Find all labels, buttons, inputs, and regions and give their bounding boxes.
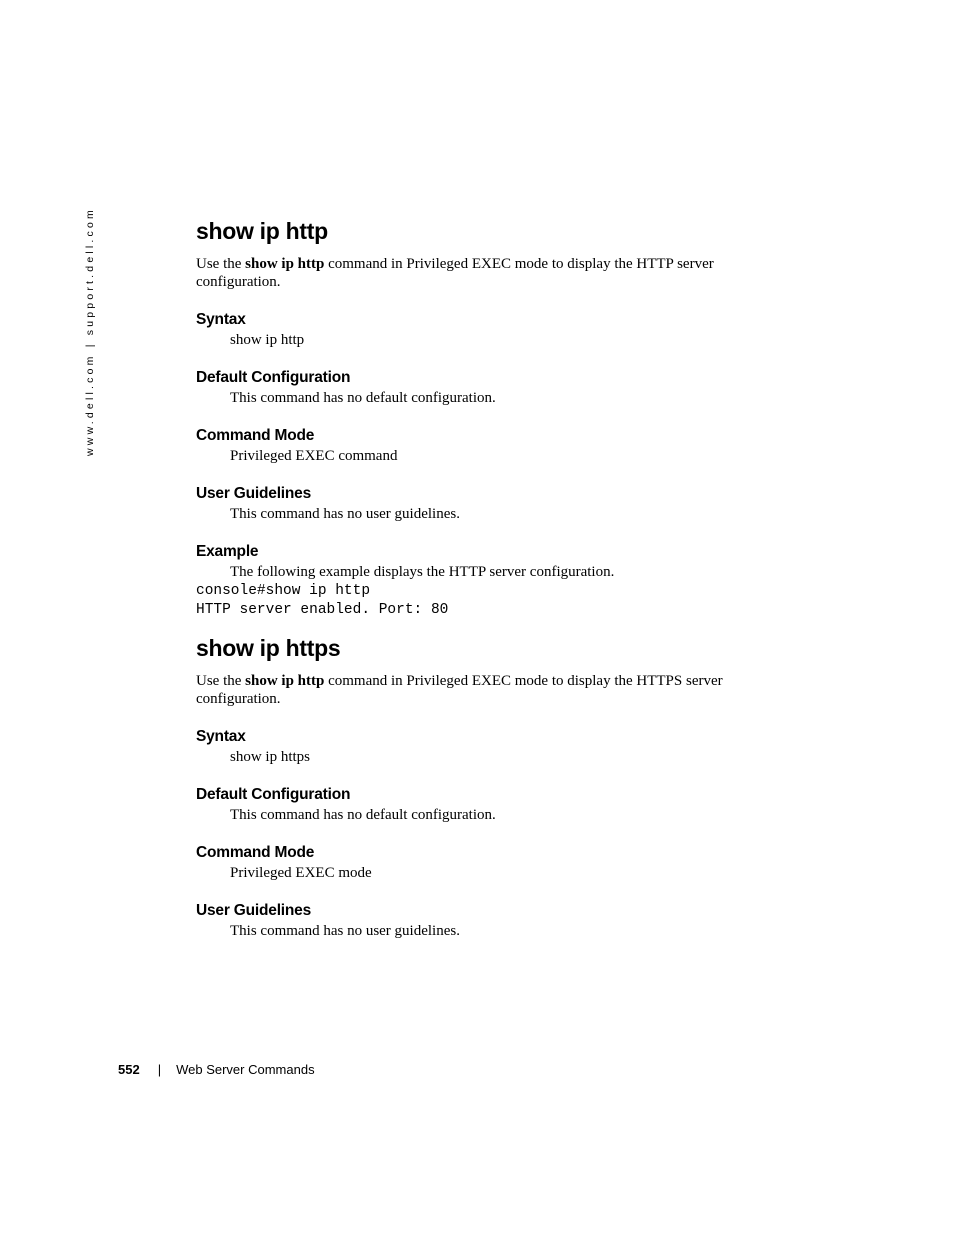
intro-before: Use the (196, 673, 246, 689)
syntax-text: show ip http (230, 332, 305, 348)
example-heading: Example (196, 543, 259, 560)
user-guidelines-heading: User Guidelines (196, 485, 312, 502)
command-mode-text: Privileged EXEC mode (230, 865, 372, 881)
section-title: show ip http (196, 218, 328, 244)
section-show-ip-http (196, 214, 756, 619)
example-block (196, 542, 756, 619)
command-mode-heading: Command Mode (196, 844, 315, 861)
intro-command: show ip http (245, 256, 325, 272)
default-config-block (196, 785, 756, 824)
code-line: HTTP server enabled. Port: 80 (196, 602, 449, 618)
command-mode-text: Privileged EXEC command (230, 448, 398, 464)
section-show-ip-https (196, 631, 756, 940)
default-config-block (196, 368, 756, 407)
syntax-block (196, 727, 756, 766)
page-content (196, 214, 756, 940)
intro-before: Use the (196, 256, 246, 272)
example-text: The following example displays the HTTP server configuration. (230, 564, 615, 580)
user-guidelines-text: This command has no user guidelines. (230, 506, 460, 522)
page-number: 552 (118, 1062, 140, 1077)
default-config-heading: Default Configuration (196, 786, 351, 803)
command-mode-heading: Command Mode (196, 427, 315, 444)
user-guidelines-text: This command has no user guidelines. (230, 923, 460, 939)
user-guidelines-block (196, 901, 756, 940)
code-line: console#show ip http (196, 583, 371, 599)
syntax-heading: Syntax (196, 311, 246, 328)
section-title: show ip https (196, 635, 341, 661)
command-mode-block (196, 843, 756, 882)
footer-separator: | (157, 1062, 162, 1077)
side-url: www.dell.com | support.dell.com (84, 207, 96, 456)
default-config-heading: Default Configuration (196, 369, 351, 386)
intro-after: command in Privileged EXEC mode to display the HTTP server configuration. (196, 256, 714, 290)
syntax-heading: Syntax (196, 728, 246, 745)
chapter-title: Web Server Commands (176, 1062, 315, 1077)
intro-after: command in Privileged EXEC mode to display the HTTPS server configuration. (196, 673, 723, 707)
syntax-text: show ip https (230, 749, 311, 765)
syntax-block (196, 310, 756, 349)
user-guidelines-block (196, 484, 756, 523)
command-mode-block (196, 426, 756, 465)
default-config-text: This command has no default configuration. (230, 390, 496, 406)
section-intro (196, 255, 752, 291)
default-config-text: This command has no default configuration. (230, 807, 496, 823)
section-intro (196, 672, 752, 708)
page-footer (118, 1061, 315, 1079)
intro-command: show ip http (245, 673, 325, 689)
user-guidelines-heading: User Guidelines (196, 902, 312, 919)
